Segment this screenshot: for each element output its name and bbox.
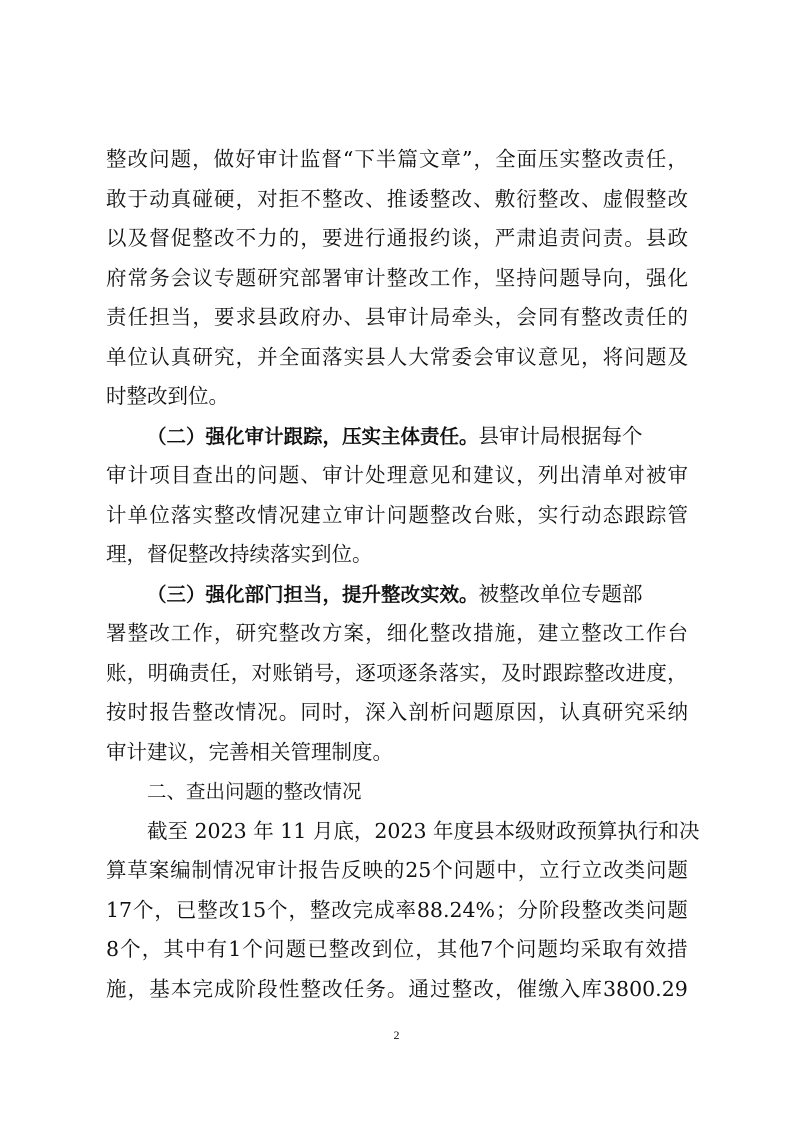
text-line: 8 个 ， 其 中 有 1 个 问 题 已 整 改 到 位 ， 其 他 7 个 问 题 均 采 取 有 效 措 — [106, 937, 688, 961]
text-line: 账 ， 明 确 责 任 ， 对 账 销 号 ， 逐 项 逐 条 落 实 ， 及 时 跟 踪 整 改 进 度 ， — [106, 660, 688, 685]
paragraph-5 — [106, 812, 700, 1010]
section-heading — [106, 772, 688, 812]
text-line: 截至 2023 年 11 月底，2023 年度县本级财政预算执行和决 — [147, 818, 700, 843]
text-line: 整 改 问 题 ， 做 好 审 计 监 督 “ 下 半 篇 文 章 ” ， 全 面 压 实 整 改 责 任 ， — [106, 147, 688, 171]
text-line: 理，督促整改持续落实到位。 — [106, 542, 373, 566]
text-line: 以 及 督 促 整 改 不 力 的 ， 要 进 行 通 报 约 谈 ， 严 肃 追 责 问 责 。 县 政 — [106, 226, 688, 250]
text-line — [106, 417, 688, 457]
section-lead-text: 被整改单位专题部 — [478, 581, 643, 606]
page-number: 2 — [393, 1028, 400, 1042]
text-line: 计 单 位 落 实 整 改 情 况 建 立 审 计 问 题 整 改 台 账 ， 实 行 动 态 跟 踪 管 — [106, 502, 688, 527]
text-line: 17 个 ， 已 整 改 15 个 ， 整 改 完 成 率 88.24% ； 分 阶 段 整 改 类 问 题 — [106, 897, 688, 922]
text-line: 按 时 报 告 整 改 情 况 。 同 时 ， 深 入 剖 析 问 题 原 因 ， 认 真 研 究 采 纳 — [106, 700, 688, 724]
text-line: 府 常 务 会 议 专 题 研 究 部 署 审 计 整 改 工 作 ， 坚 持 问 题 导 向 ， 强 化 — [106, 265, 688, 290]
text-line: 时整改到位。 — [106, 384, 229, 408]
section-lead-heading: （二）强化审计跟踪，压实主体责任。 — [147, 424, 479, 448]
text-line: 敢 于 动 真 碰 硬 ， 对 拒 不 整 改 、 推 诿 整 改 、 敷 衍 整 改 、 虚 假 整 改 — [106, 186, 688, 211]
text-line: 单 位 认 真 研 究 ， 并 全 面 落 实 县 人 大 常 委 会 审 议 意 见 ， 将 问 题 及 — [106, 344, 688, 369]
paragraph-1 — [106, 140, 688, 417]
paragraph-2 — [106, 417, 688, 575]
text-line: 算 草 案 编 制 情 况 审 计 报 告 反 映 的 25 个 问 题 中 ， 立 行 立 改 类 问 题 — [106, 858, 688, 882]
paragraph-3 — [106, 575, 688, 773]
text-line: 责 任 担 当 ， 要 求 县 政 府 办 、 县 审 计 局 牵 头 ， 会 同 有 整 改 责 任 的 — [106, 305, 688, 329]
text-line — [106, 575, 688, 615]
text-line: 施 ， 基 本 完 成 阶 段 性 整 改 任 务 。 通 过 整 改 ， 催 缴 入 库 3800.29 — [106, 976, 688, 1001]
text-line: 审计建议，完善相关管理制度。 — [106, 739, 393, 764]
section-lead-text: 县审计局根据每个 — [478, 423, 643, 448]
document-body — [106, 140, 700, 1009]
text-line: 署 整 改 工 作 ， 研 究 整 改 方 案 ， 细 化 整 改 措 施 ， 建 立 整 改 工 作 台 — [106, 621, 688, 645]
text-line: 审 计 项 目 查 出 的 问 题 、 审 计 处 理 意 见 和 建 议 ， 列 出 清 单 对 被 审 — [106, 463, 688, 487]
section-heading-text: 二、查出问题的整改情况 — [147, 780, 362, 803]
section-lead-heading: （三）强化部门担当，提升整改实效。 — [147, 582, 479, 606]
